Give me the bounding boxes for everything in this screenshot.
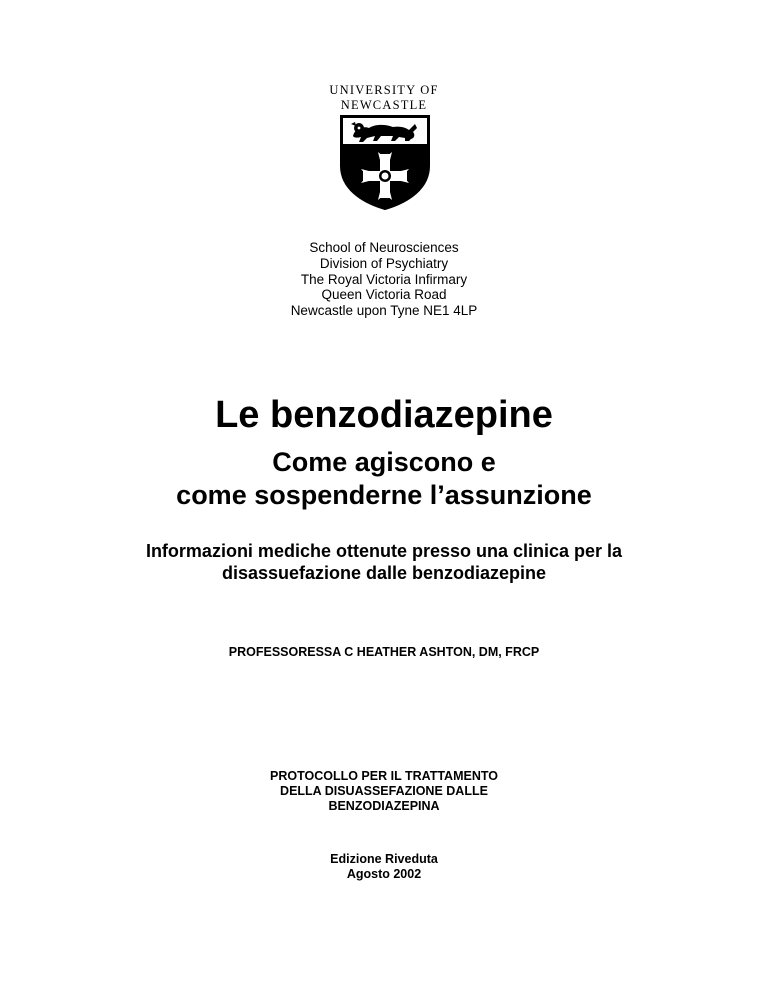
university-name [0, 83, 768, 113]
document-title: Le benzodiazepine [215, 394, 553, 436]
edition-info [0, 852, 768, 882]
info-heading [0, 540, 768, 584]
address-line: The Royal Victoria Infirmary [300, 271, 468, 287]
university-name-line-1: UNIVERSITY OF [329, 83, 439, 97]
subtitle-line-1: Come agiscono e [272, 447, 496, 477]
protocol-line-1: PROTOCOLLO PER IL TRATTAMENTO [269, 769, 498, 783]
document-subtitle [0, 446, 768, 512]
university-name-line-2: NEWCASTLE [340, 98, 428, 112]
address-block [0, 240, 768, 319]
subtitle-line-2: come sospenderne l’assunzione [176, 480, 592, 510]
protocol-line-3: BENZODIAZEPINA [328, 799, 440, 813]
address-line: Newcastle upon Tyne NE1 4LP [290, 303, 478, 319]
address-line: School of Neurosciences [309, 240, 459, 255]
info-line-1: Informazioni mediche ottenute presso una clinica per la [145, 541, 623, 561]
address-line: Queen Victoria Road [321, 287, 447, 303]
address-line: Division of Psychiatry [319, 255, 449, 271]
protocol-line-2: DELLA DISUASSEFAZIONE DALLE [280, 784, 488, 798]
university-crest-icon [339, 114, 431, 210]
author-name: PROFESSORESSA C HEATHER ASHTON, DM, FRCP [228, 645, 540, 659]
edition-line: Edizione Riveduta [330, 852, 438, 866]
protocol-heading [0, 769, 768, 814]
edition-date: Agosto 2002 [346, 867, 422, 881]
info-line-2: disassuefazione dalle benzodiazepine [221, 563, 547, 583]
